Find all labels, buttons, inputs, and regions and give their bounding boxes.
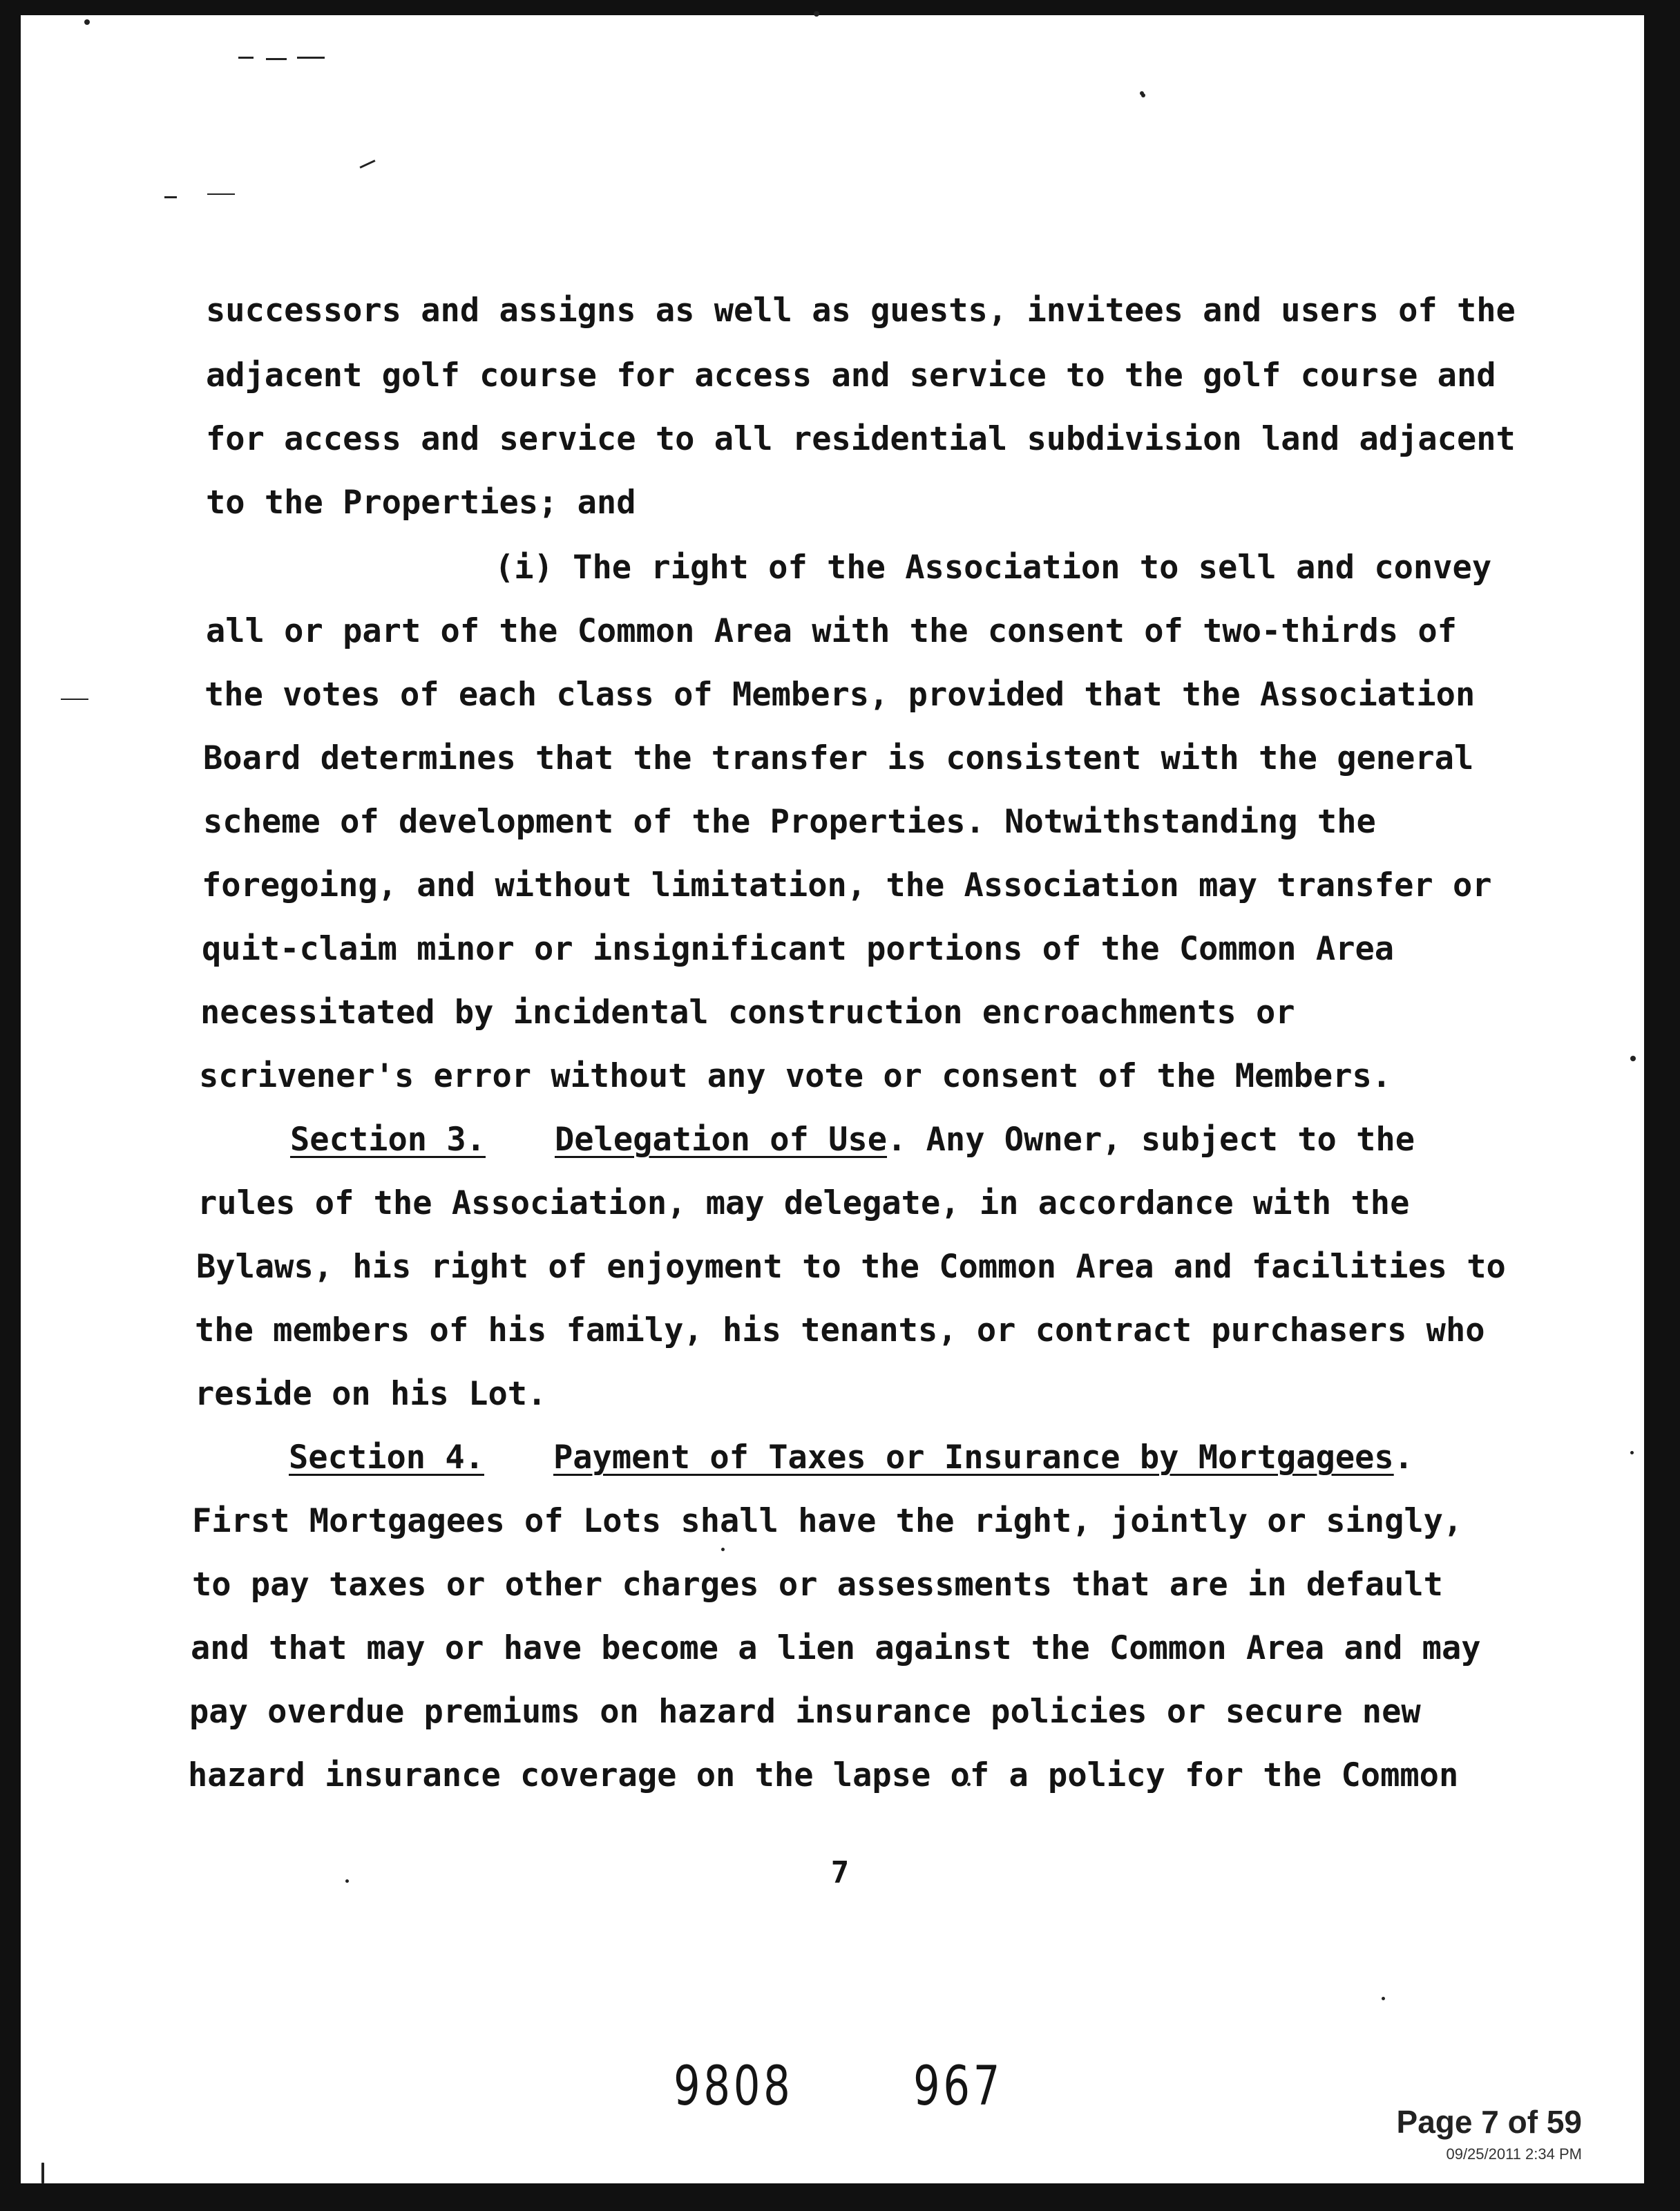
text-line: Board determines that the transfer is consistent with the general [203,739,1474,777]
section-3-heading-line [290,1119,1415,1161]
page-number: 7 [830,1855,850,1890]
text-line: the votes of each class of Members, provided that the Association [204,676,1476,714]
text-line: scheme of development of the Properties. Notwithstanding the [203,803,1376,841]
page-of-indicator: Page 7 of 59 [1396,2104,1582,2140]
text-line: scrivener's error without any vote or consent of the Members. [199,1057,1392,1095]
text-line: and that may or have become a lien against the Common Area and may [191,1629,1481,1667]
text-line: the members of his family, his tenants, or contract purchasers who [195,1311,1485,1349]
fax-timestamp: 09/25/2011 2:34 PM [1446,2145,1582,2163]
text-line: quit-claim minor or insignificant portions of the Common Area [202,930,1395,968]
text-line-content: adjacent golf course for access and service to the golf course and [206,357,1496,395]
section-3-first-line: . Any Owner, subject to the [887,1121,1415,1159]
text-line: necessitated by incidental construction encroachments or [200,994,1295,1032]
text-line: hazard insurance coverage on the lapse of a policy for the Common [188,1756,1459,1794]
text-line: Bylaws, his right of enjoyment to the Common Area and facilities to [196,1248,1506,1286]
text-line: foregoing, and without limitation, the Association may transfer or [202,866,1492,904]
text-line: for access and service to all residential subdivision land adjacent [206,420,1516,458]
section-3-title: Delegation of Use [554,1121,888,1159]
book-number-stamp: 9808 [674,2056,794,2118]
text-line: successors and assigns as well as guests, invitees and users of the [206,292,1516,330]
text-line: to the Properties; and [206,484,636,522]
text-line: all or part of the Common Area with the consent of two-thirds of [206,612,1457,650]
text-line: First Mortgagees of Lots shall have the right, jointly or singly, [192,1502,1463,1540]
page-stamp: 967 [913,2056,1004,2118]
text-line: rules of the Association, may delegate, in accordance with the [198,1184,1410,1222]
text-line: to pay taxes or other charges or assessments that are in default [192,1566,1443,1604]
subsection-i-line: (i) The right of the Association to sell and convey [495,549,1492,587]
section-4-heading-line [289,1437,1413,1479]
text-line: reside on his Lot. [195,1375,547,1413]
section-4-title-end: . [1393,1439,1414,1477]
section-4-label: Section 4. [289,1439,484,1477]
section-3-label: Section 3. [290,1121,486,1159]
section-4-title: Payment of Taxes or Insurance by Mortgagees [553,1439,1394,1477]
text-line: pay overdue premiums on hazard insurance policies or secure new [189,1693,1421,1731]
text-line [206,355,1496,397]
